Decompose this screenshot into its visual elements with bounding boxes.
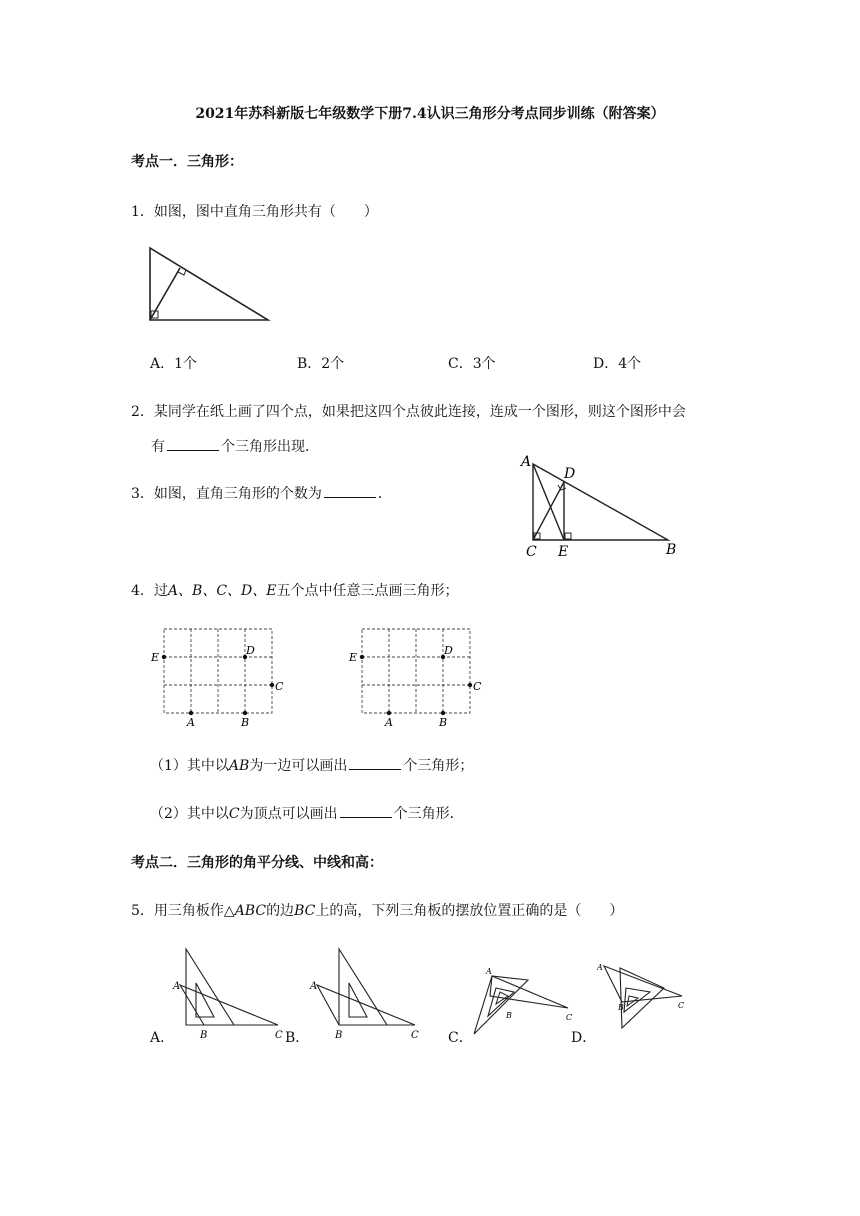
q4-sub2-pre: （2）其中以 [150, 806, 229, 822]
q5-figure-b [307, 945, 432, 1045]
question-2-line2 [151, 437, 319, 457]
q5-figure-d [596, 958, 696, 1036]
q2-post: 个三角形出现． [221, 439, 319, 455]
q5-side: BC [294, 903, 316, 919]
q4-sub1-mid: 为一边可以画出 [249, 758, 348, 774]
q4-sub1-pre: （1）其中以 [150, 758, 229, 774]
question-5-stem [131, 901, 623, 921]
q2-answer-blank[interactable] [167, 437, 219, 451]
q5-post: 上的高，下列三角板的摆放位置正确的是（ ） [315, 903, 624, 919]
q5b-label-a: A [310, 981, 318, 992]
q3-label-a: A [521, 454, 532, 470]
grid-left-label-b: B [241, 716, 250, 729]
section-heading-1: 考点一．三角形： [131, 154, 243, 170]
grid-left-label-d: D [246, 644, 255, 657]
q3-label-c: C [526, 544, 537, 560]
q5-option-a[interactable]: A． [150, 1030, 175, 1046]
q5-option-c[interactable]: C． [448, 1030, 473, 1046]
q5c-label-b: B [506, 1011, 512, 1020]
q5a-label-c: C [275, 1030, 283, 1041]
q5-figure-c [470, 962, 585, 1042]
q3-label-e: E [558, 544, 569, 560]
question-4-sub1 [150, 756, 473, 776]
q1-option-b[interactable]: B．2个 [297, 356, 345, 372]
q1-option-c[interactable]: C．3个 [448, 356, 496, 372]
grid-right-label-a: A [385, 716, 393, 729]
q4-stem-pre: 4．过 [131, 583, 168, 599]
q5b-label-b: B [335, 1030, 343, 1041]
grid-left-label-c: C [275, 680, 284, 693]
grid-right-label-d: D [444, 644, 453, 657]
q4-stem-post: 五个点中任意三点画三角形； [276, 583, 459, 599]
q1-right-triangle-figure [140, 240, 280, 330]
q4-points: A、B、C、D、E [167, 583, 277, 599]
q5d-label-c: C [678, 1001, 685, 1010]
q4-sub2-mid: 为顶点可以画出 [239, 806, 338, 822]
q4-sub2-post: 个三角形． [393, 806, 464, 822]
q3-triangle-figure [518, 452, 688, 560]
grid-right-label-e: E [349, 651, 358, 664]
question-4-stem [131, 581, 458, 601]
q5-mid: 的边 [266, 903, 295, 919]
q4-sub2-answer-blank[interactable] [340, 804, 392, 818]
question-3-stem [131, 484, 392, 504]
q1-option-a[interactable]: A．1个 [150, 356, 198, 372]
q5a-label-a: A [173, 981, 181, 992]
q4-sub2-var: C [228, 806, 240, 822]
q3-label-b: B [666, 542, 677, 558]
question-4-sub2 [150, 804, 464, 824]
q5a-label-b: B [200, 1030, 208, 1041]
q3-answer-blank[interactable] [324, 484, 376, 498]
q5-figure-a [170, 945, 295, 1045]
q4-sub1-var: AB [228, 758, 250, 774]
q1-option-d[interactable]: D．4个 [593, 356, 642, 372]
q5-option-b[interactable]: B． [285, 1030, 310, 1046]
q5d-label-a: A [597, 963, 603, 972]
question-2-line1: 2．某同学在纸上画了四个点，如果把这四个点彼此连接，连成一个图形，则这个图形中会 [131, 404, 686, 420]
document-title: 2021年苏科新版七年级数学下册7.4认识三角形分考点同步训练（附答案） [195, 106, 665, 122]
section-heading-2: 考点二．三角形的角平分线、中线和高： [131, 855, 383, 871]
q2-pre: 有 [151, 439, 165, 455]
q5-tri: ABC [234, 903, 267, 919]
q3-label-d: D [564, 466, 576, 482]
grid-left-label-a: A [187, 716, 195, 729]
q5-pre: 5．用三角板作△ [131, 903, 235, 919]
q5-option-d[interactable]: D． [571, 1030, 597, 1046]
q4-grid-figure-right [348, 627, 488, 727]
q5c-label-a: A [486, 967, 492, 976]
question-1-stem: 1．如图，图中直角三角形共有（ ） [131, 204, 378, 220]
q5d-label-b: B [618, 1003, 624, 1012]
q5c-label-c: C [566, 1013, 573, 1022]
grid-left-label-e: E [151, 651, 160, 664]
q3-post: ． [377, 486, 392, 502]
grid-right-label-b: B [439, 716, 448, 729]
q4-grid-figure-left [150, 627, 290, 727]
q4-sub1-answer-blank[interactable] [349, 756, 401, 770]
q5b-label-c: C [411, 1030, 419, 1041]
grid-right-label-c: C [473, 680, 482, 693]
q3-pre: 3．如图，直角三角形的个数为 [131, 486, 322, 502]
q4-sub1-post: 个三角形； [403, 758, 474, 774]
